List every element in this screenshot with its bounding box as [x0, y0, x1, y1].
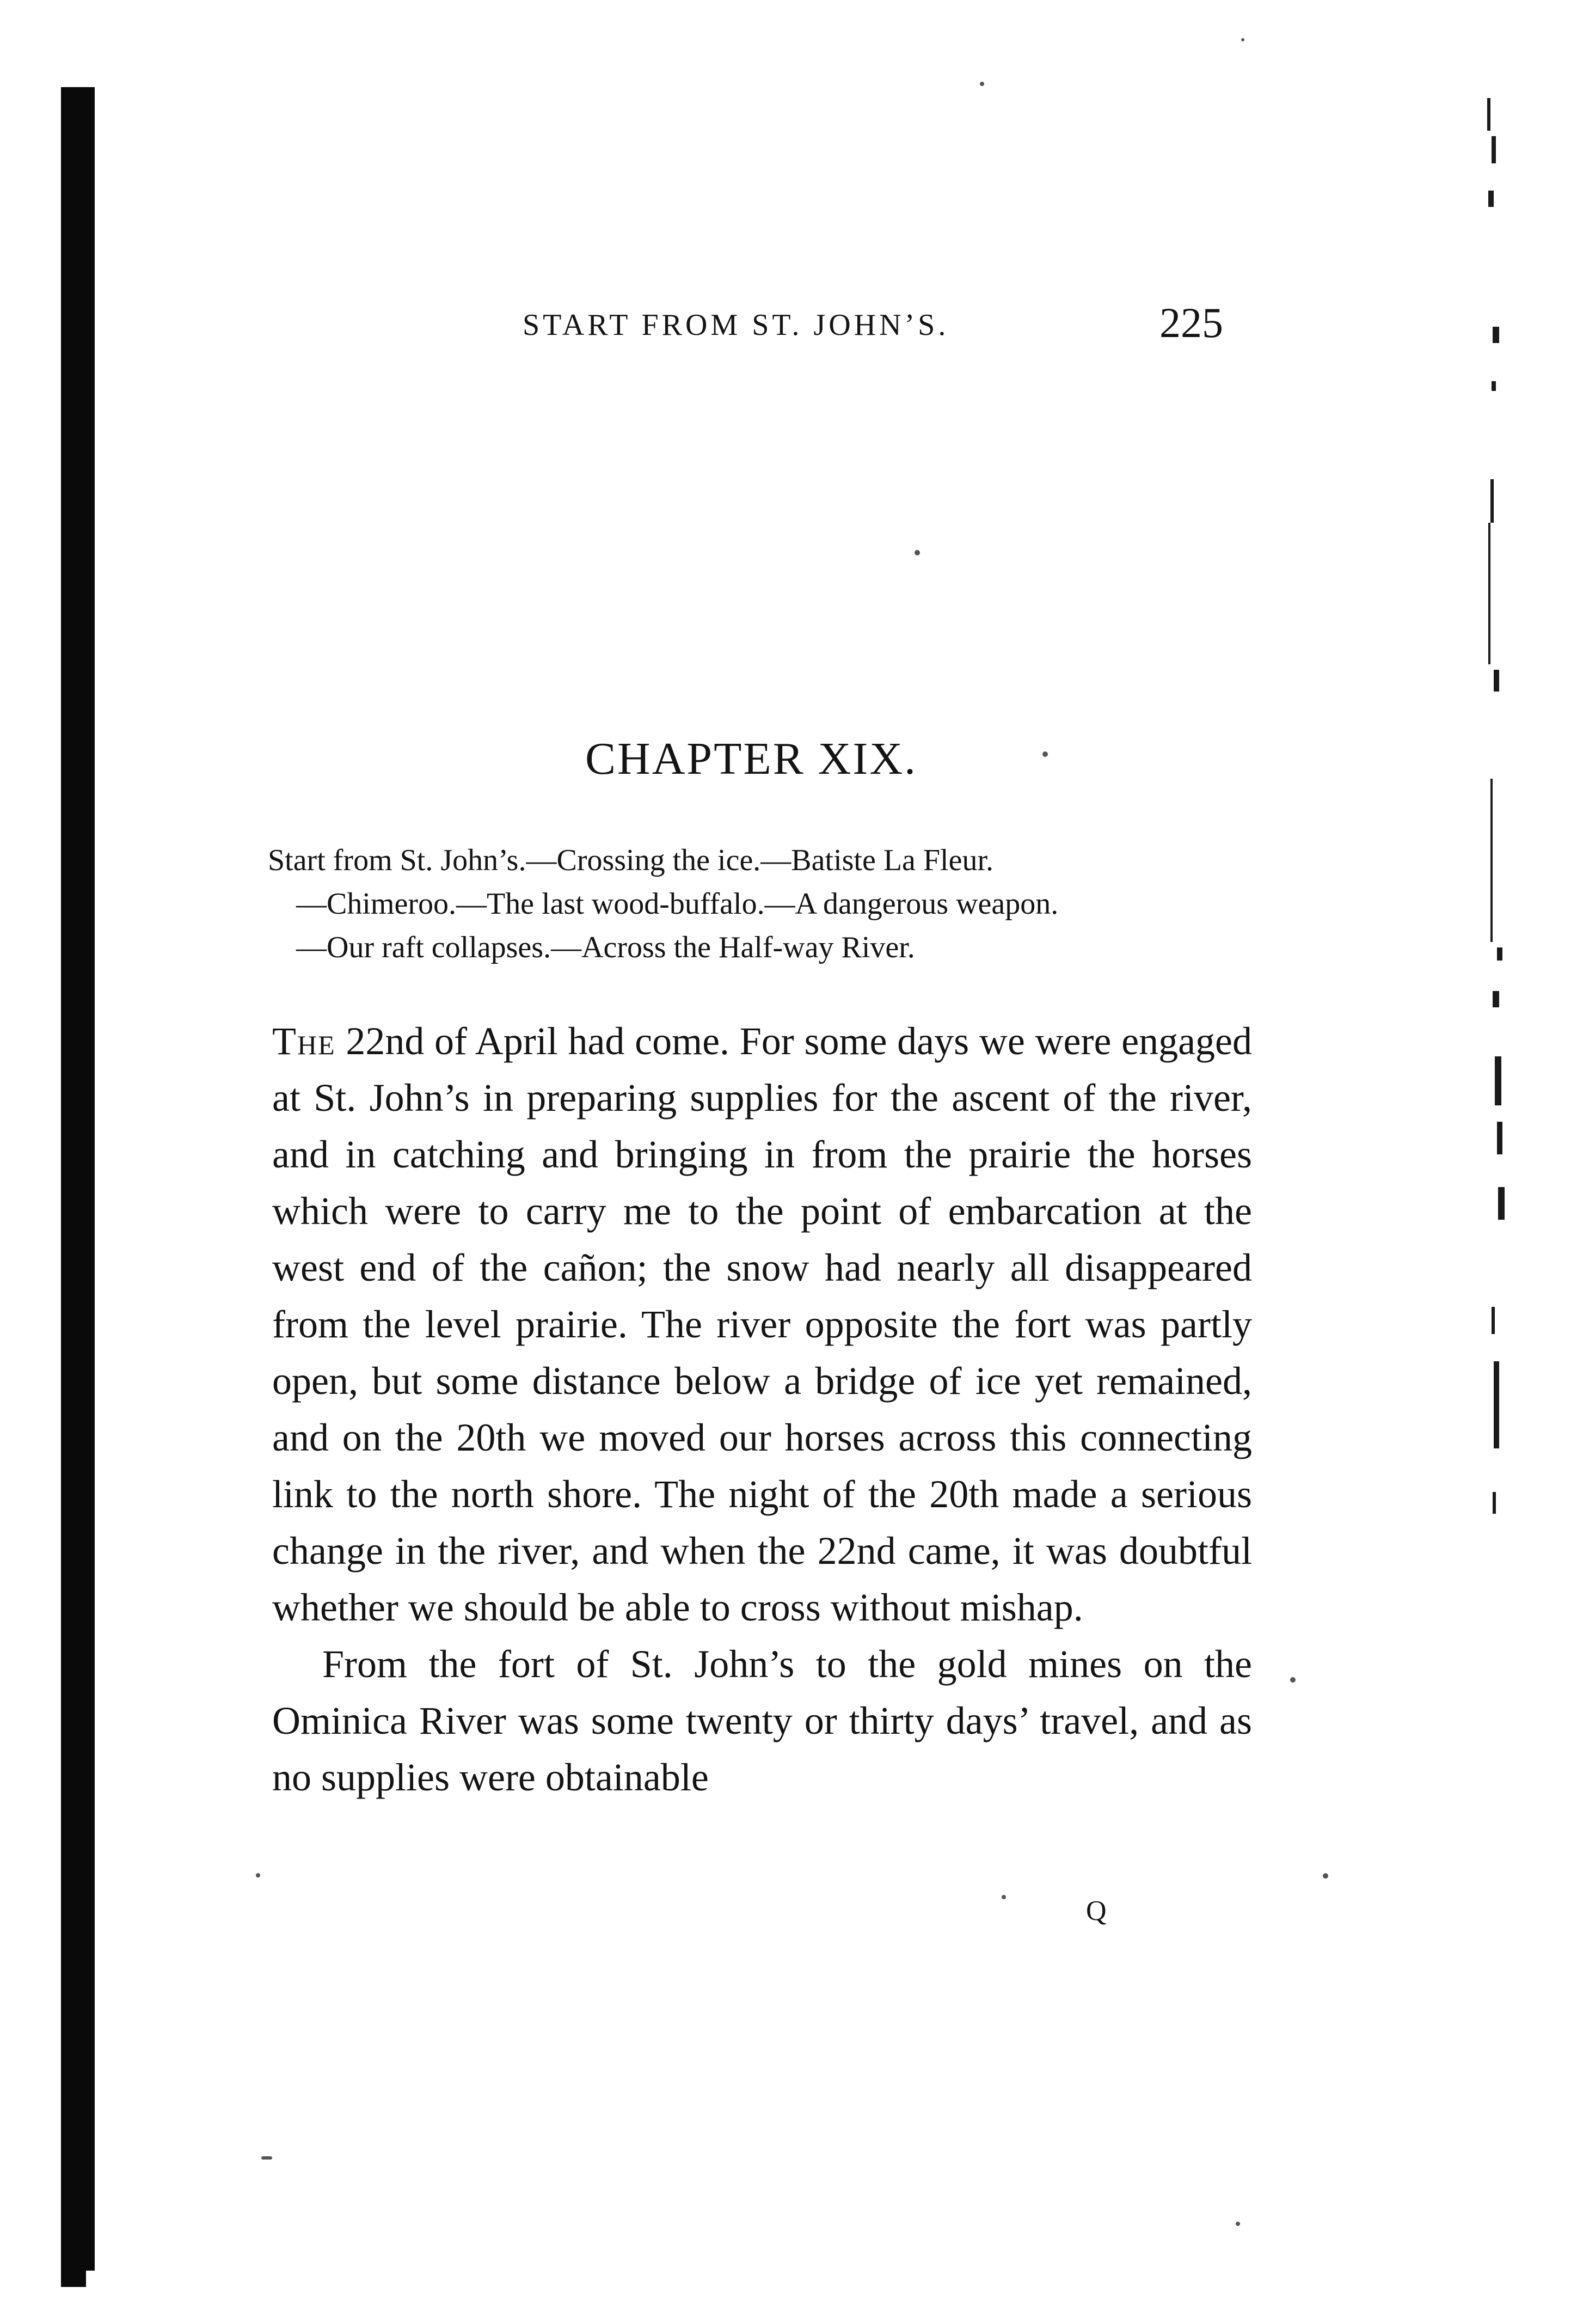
paragraph: From the fort of St. John’s to the gold mines on the Ominica River was some twenty or thirty days’ travel, and as no supplies were obtainable	[272, 1642, 1252, 1799]
chapter-title: CHAPTER XIX.	[585, 733, 918, 784]
chapter-synopsis	[268, 839, 1264, 969]
scan-speck	[261, 2156, 272, 2160]
synopsis-line: Start from St. John’s.—Crossing the ice.—Batiste La Fleur.	[268, 843, 994, 877]
running-head-title: START FROM ST. JOHN’S.	[523, 308, 949, 342]
scan-binding-shadow	[61, 87, 95, 2271]
scan-speck	[1236, 2222, 1240, 2226]
scan-speck	[915, 550, 920, 555]
paragraph-lead-word: The	[272, 1019, 336, 1063]
body-text	[272, 1013, 1252, 1806]
scan-speck	[256, 1873, 260, 1877]
synopsis-line: —Chimeroo.—The last wood-buffalo.—A dangerous weapon.	[296, 887, 1059, 921]
signature-mark: Q	[1086, 1895, 1107, 1927]
scan-speck	[980, 82, 984, 86]
scan-speck	[1323, 1873, 1328, 1879]
scan-page-edge	[1486, 98, 1508, 1568]
scan-speck	[1002, 1895, 1006, 1899]
synopsis-line: —Our raft collapses.—Across the Half-way River.	[296, 931, 915, 964]
page-number: 225	[1159, 299, 1223, 346]
scan-speck	[1042, 751, 1048, 757]
paragraph	[272, 1013, 1252, 1636]
scan-speck	[1290, 1677, 1296, 1683]
scan-speck	[1241, 38, 1244, 41]
paragraph-text: 22nd of April had come. For some days we were engaged at St. John’s in preparing supplies for the ascent of the river, and in catching and bringing in from the prairie the horses which were to carry me to the point of embarcation at the west end of the cañon; the snow had nearly all disappeared from the level prairie. The river opposite the fort was partly open, but some distance below a bridge of ice yet remained, and on the 20th we moved our horses across this connecting link to the north shore. The night of the 20th made a serious change in the river, and when the 22nd came, it was doubtful whether we should be able to cross without mishap.	[272, 1019, 1252, 1629]
